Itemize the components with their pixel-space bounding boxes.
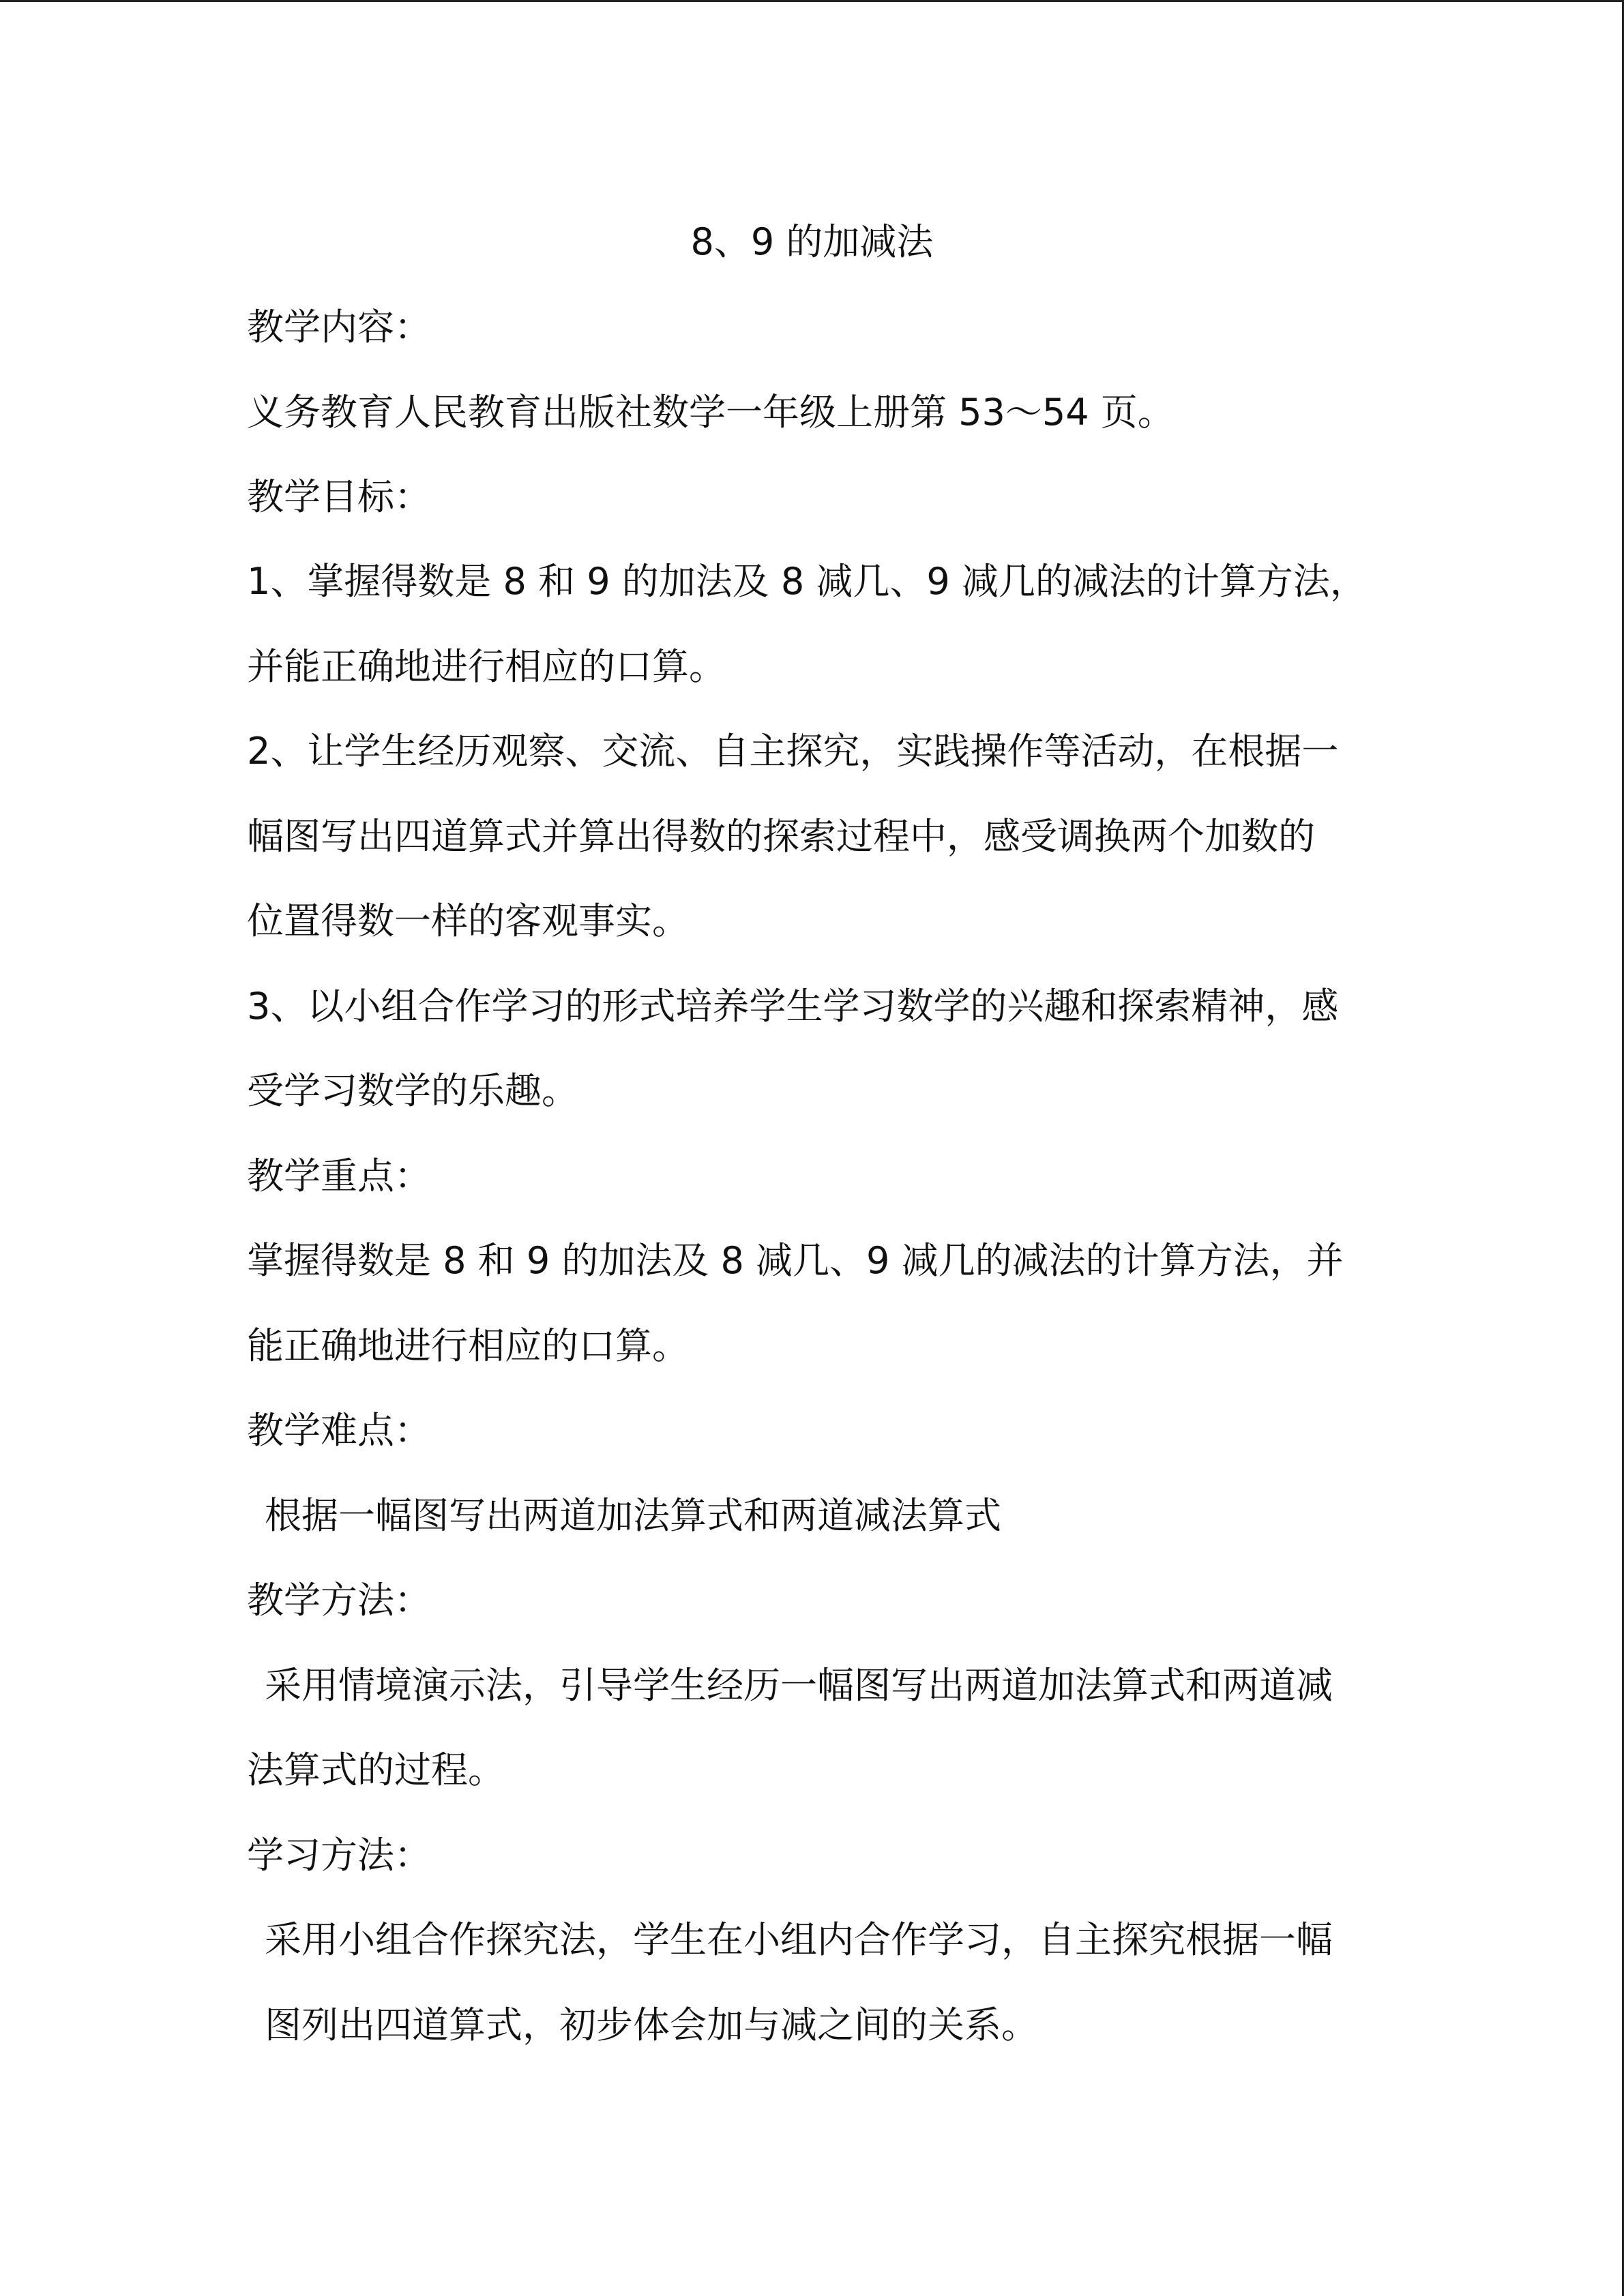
objective-1-line-2: 并能正确地进行相应的口算。: [247, 645, 726, 688]
objectives-heading: 教学目标：: [247, 475, 431, 518]
teaching-methods-line-1: 采用情境演示法，引导学生经历一幅图写出两道加法算式和两道减: [265, 1664, 1333, 1707]
objective-3-line-1: 3、以小组合作学习的形式培养学生学习数学的兴趣和探索精神，感: [247, 985, 1339, 1028]
objective-1-line-1: 1、掌握得数是 8 和 9 的加法及 8 减几、9 减几的减法的计算方法，: [247, 560, 1367, 603]
key-points-line-1: 掌握得数是 8 和 9 的加法及 8 减几、9 减几的减法的计算方法，并: [247, 1239, 1344, 1282]
content-heading: 教学内容：: [247, 305, 431, 348]
teaching-methods-line-2: 法算式的过程。: [247, 1748, 505, 1791]
learning-methods-line-1: 采用小组合作探究法，学生在小组内合作学习，自主探究根据一幅: [265, 1918, 1333, 1961]
learning-methods-heading: 学习方法：: [247, 1834, 431, 1877]
teaching-methods-heading: 教学方法：: [247, 1579, 431, 1622]
difficulties-heading: 教学难点：: [247, 1409, 431, 1452]
content-text: 义务教育人民教育出版社数学一年级上册第 53～54 页。: [247, 391, 1175, 434]
objective-2-line-3: 位置得数一样的客观事实。: [247, 899, 689, 942]
learning-methods-line-2: 图列出四道算式，初步体会加与减之间的关系。: [265, 2003, 1038, 2046]
key-points-line-2: 能正确地进行相应的口算。: [247, 1324, 689, 1367]
key-points-heading: 教学重点：: [247, 1154, 431, 1197]
objective-3-line-2: 受学习数学的乐趣。: [247, 1069, 578, 1112]
objective-2-line-2: 幅图写出四道算式并算出得数的探索过程中，感受调换两个加数的: [247, 815, 1315, 858]
document-title: 8、9 的加减法: [690, 220, 934, 263]
objective-2-line-1: 2、让学生经历观察、交流、自主探究，实践操作等活动，在根据一: [247, 730, 1339, 773]
difficulties-line-1: 根据一幅图写出两道加法算式和两道减法算式: [265, 1494, 1001, 1537]
